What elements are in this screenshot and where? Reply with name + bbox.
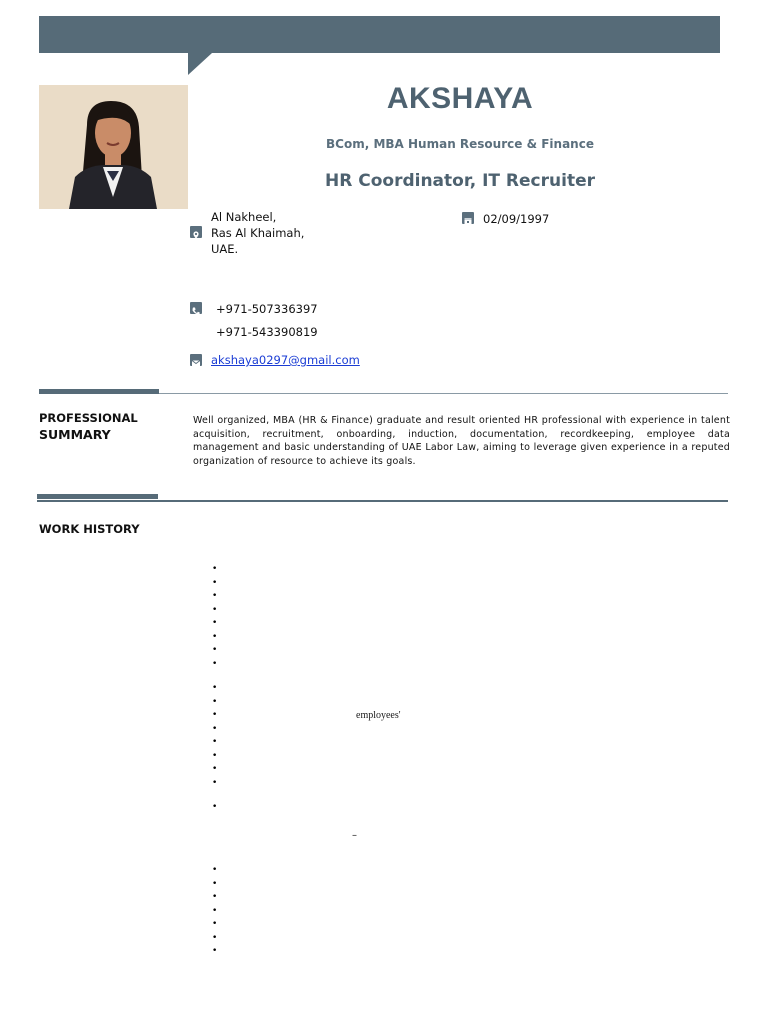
calendar-icon — [462, 212, 474, 224]
job-title: HR Coordinator, IT Recruiter — [325, 171, 595, 191]
phone-icon — [190, 302, 202, 314]
summary-heading-line-1: PROFESSIONAL — [39, 411, 138, 425]
location-icon — [190, 226, 202, 238]
dash-mark: – — [352, 830, 357, 841]
candidate-name: AKSHAYA — [386, 82, 534, 115]
section-divider-thin — [159, 393, 728, 394]
summary-text: Well organized, MBA (HR & Finance) graduate and result oriented HR professional with experience in talent acquisition, recruitment, onboarding, induction, documentation, recordkeeping, employee data management and basic understanding of UAE Labor Law, aiming to leverage given experience in a reputed organization of resource to achieve its goals. — [193, 415, 730, 467]
address — [211, 209, 304, 257]
address-line-2: Ras Al Khaimah, — [211, 226, 305, 240]
work-history-heading: WORK HISTORY — [39, 522, 140, 536]
work-divider-thin — [37, 500, 728, 502]
employees-fragment: employees' — [356, 710, 401, 721]
degree-line: BCom, MBA Human Resource & Finance — [326, 137, 594, 151]
date-of-birth: 02/09/1997 — [483, 212, 550, 226]
phone-number-2: +971-543390819 — [216, 325, 318, 339]
email-link[interactable]: akshaya0297@gmail.com — [211, 353, 360, 367]
address-line-1: Al Nakheel, — [211, 210, 277, 224]
header-banner — [39, 16, 720, 53]
profile-photo — [39, 85, 188, 209]
summary-heading-line-2: SUMMARY — [39, 427, 111, 442]
work-divider-thick — [37, 494, 158, 499]
banner-notch — [188, 53, 212, 75]
address-line-3: UAE. — [211, 242, 239, 256]
email-icon — [190, 354, 202, 366]
phone-number-1: +971-507336397 — [216, 302, 318, 316]
section-divider-thick — [39, 389, 159, 394]
